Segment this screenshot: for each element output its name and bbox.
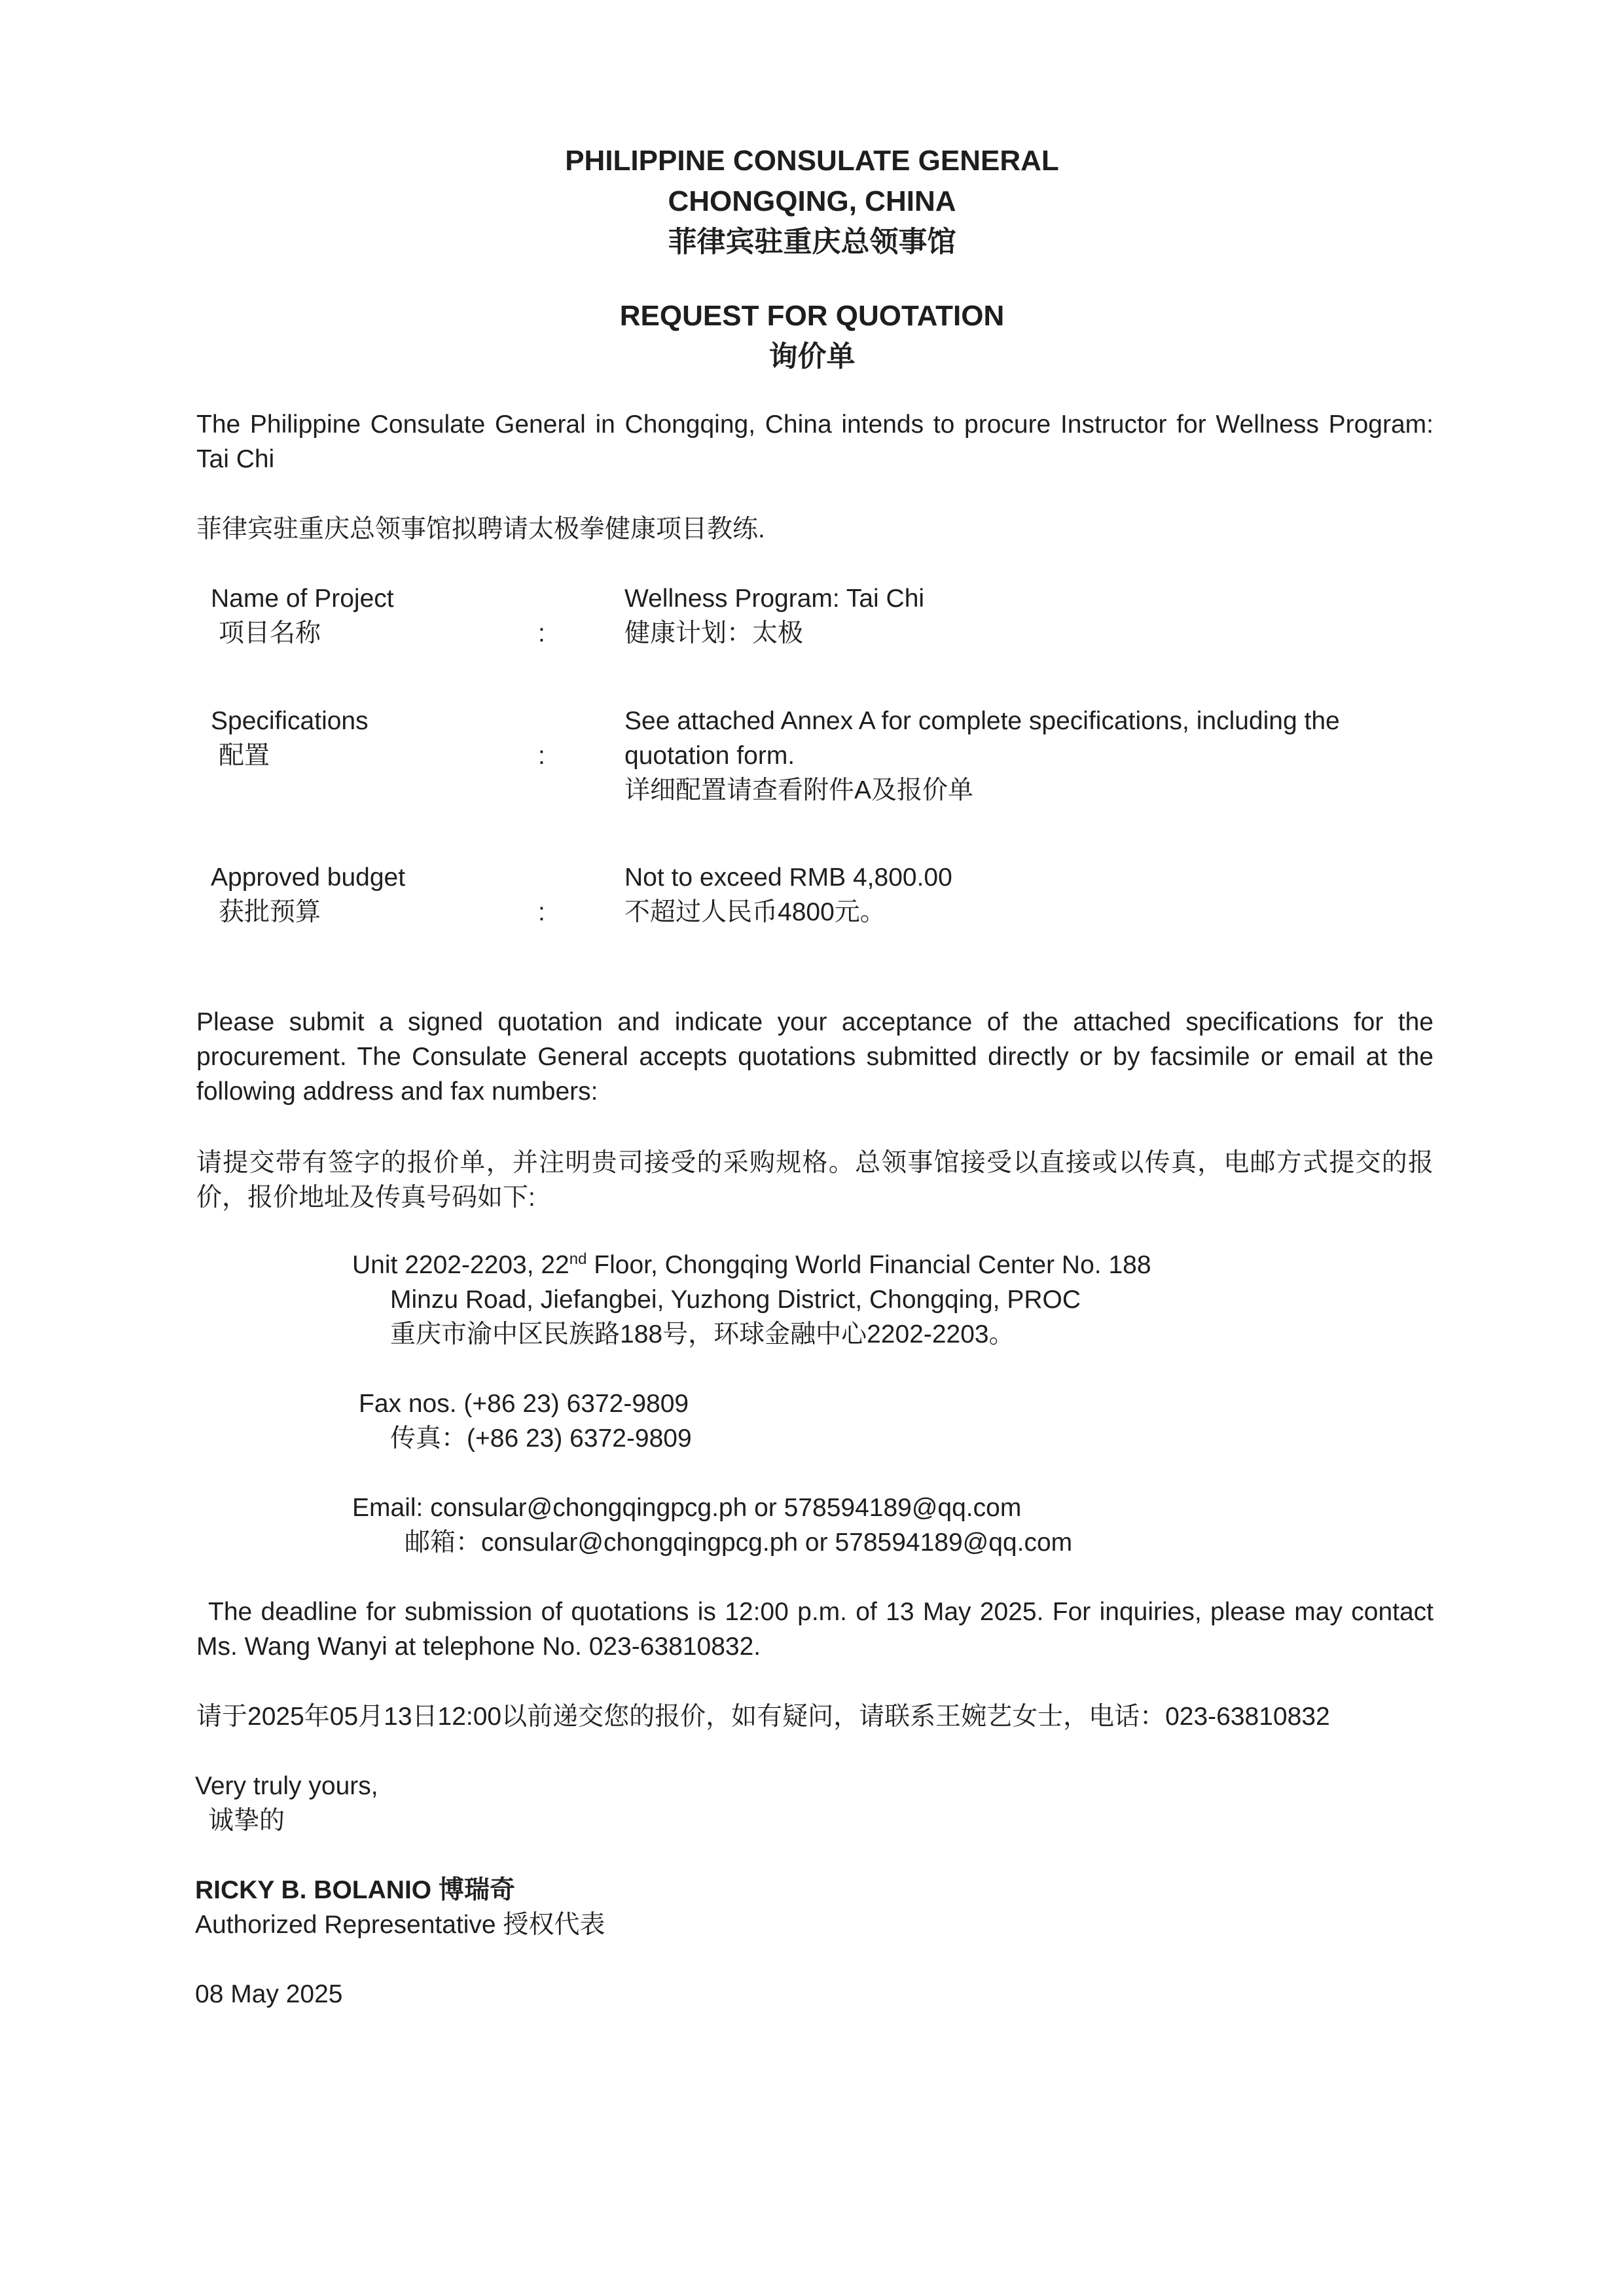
closing-salutation-chinese: 诚挚的 (208, 1807, 285, 1835)
project-name-value: Wellness Program: Tai Chi (624, 585, 925, 613)
email-address-chinese: 邮箱：consular@chongqingpcg.ph or 578594189@qq.com (405, 1528, 1073, 1557)
fax-number: Fax nos. (+86 23) 6372-9809 (359, 1390, 689, 1418)
signatory-title: Authorized Representative 授权代表 (195, 1911, 605, 1939)
specifications-value-line2: quotation form. (624, 742, 795, 770)
intro-paragraph: The Philippine Consulate General in Chongqing, China intends to procure Instructor for Wellness Program: Tai Chi (196, 410, 1434, 473)
deadline-paragraph: The deadline for submission of quotations is 12:00 p.m. of 13 May 2025. For inquiries, please may contact Ms. Wang Wanyi at telephone No. 023-63810832. (196, 1598, 1434, 1661)
budget-value-chinese: 不超过人民币4800元。 (624, 898, 886, 926)
deadline-paragraph-chinese: 请于2025年05月13日12:00以前递交您的报价，如有疑问，请联系王婉艺女士，电话：023-63810832 (196, 1703, 1330, 1731)
email-address: Email: consular@chongqingpcg.ph or 578594189@qq.com (352, 1494, 1022, 1522)
address-line2: Minzu Road, Jiefangbei, Yuzhong District, Chongqing, PROC (390, 1286, 1081, 1314)
project-name-value-chinese: 健康计划：太极 (624, 619, 804, 647)
closing-salutation: Very truly yours, (195, 1772, 378, 1800)
specifications-value-line1: See attached Annex A for complete specifications, including the (624, 707, 1340, 735)
submission-paragraph-chinese: 请提交带有签字的报价单，并注明贵司接受的采购规格。总领事馆接受以直接或以传真，电邮方式提交的报价，报价地址及传真号码如下: (196, 1149, 1434, 1212)
budget-value: Not to exceed RMB 4,800.00 (624, 863, 952, 892)
specifications-separator: : (538, 742, 545, 770)
intro-paragraph-chinese: 菲律宾驻重庆总领事馆拟聘请太极拳健康项目教练. (196, 515, 765, 543)
submission-paragraph: Please submit a signed quotation and indicate your acceptance of the attached specifications for the procurement. The Consulate General accepts quotations submitted directly or by facsimile or email at the following address and fax numbers: (196, 1008, 1434, 1106)
document-title-chinese: 询价单 (768, 340, 856, 372)
specifications-value-chinese: 详细配置请查看附件A及报价单 (624, 776, 974, 804)
fax-number-chinese: 传真：(+86 23) 6372-9809 (390, 1424, 692, 1453)
document-title: REQUEST FOR QUOTATION (619, 300, 1005, 332)
project-name-label: Name of Project (211, 585, 394, 613)
org-name-chinese: 菲律宾驻重庆总领事馆 (668, 226, 956, 258)
budget-label: Approved budget (211, 863, 406, 892)
address-line1: Unit 2202-2203, 22nd Floor, Chongqing World Financial Center No. 188 (352, 1250, 1151, 1279)
specifications-label-chinese: 配置 (219, 742, 270, 770)
document-date: 08 May 2025 (195, 1980, 343, 2008)
org-name: PHILIPPINE CONSULATE GENERAL (565, 145, 1059, 177)
address-chinese: 重庆市渝中区民族路188号，环球金融中心2202-2203。 (390, 1320, 1015, 1348)
project-name-label-chinese: 项目名称 (219, 619, 321, 647)
project-name-separator: : (538, 619, 545, 647)
signatory-name: RICKY B. BOLANIO 博瑞奇 (195, 1876, 515, 1904)
org-location: CHONGQING, CHINA (668, 185, 956, 217)
budget-label-chinese: 获批预算 (219, 898, 321, 926)
budget-separator: : (538, 898, 545, 926)
specifications-label: Specifications (211, 707, 369, 735)
